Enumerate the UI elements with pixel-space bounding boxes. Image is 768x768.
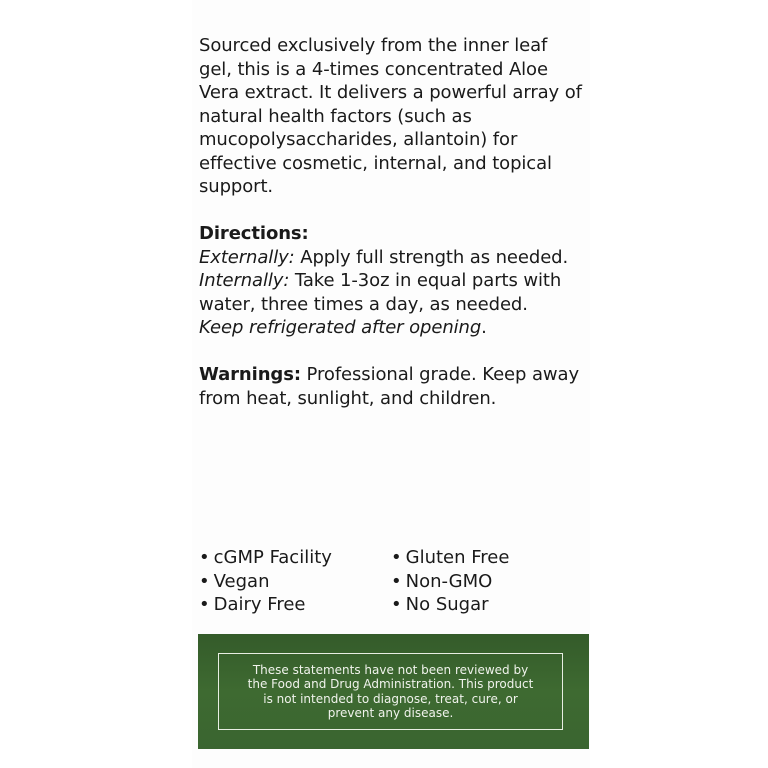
fda-disclaimer-text: These statements have not been reviewed by the Food and Drug Administration. This product is not intended to diagnose, treat, cure, or prevent any disease. (247, 663, 534, 720)
feature-item (199, 546, 332, 570)
warnings (199, 363, 583, 410)
feature-item (391, 593, 509, 617)
bullet-icon: • (391, 594, 402, 615)
warnings-heading: Warnings: (199, 364, 301, 385)
feature-label: Gluten Free (405, 547, 510, 568)
directions-internal-label: Internally: (199, 270, 290, 291)
bullet-icon: • (199, 594, 210, 615)
feature-column-left (199, 546, 332, 617)
storage-note (199, 316, 583, 340)
feature-label: Dairy Free (213, 594, 306, 615)
directions-internal (199, 269, 583, 316)
product-copy (199, 34, 583, 410)
feature-item (199, 593, 332, 617)
fda-disclaimer-frame (218, 653, 563, 730)
directions-external-label: Externally: (199, 246, 295, 268)
feature-item (391, 546, 509, 570)
directions-internal-text: Take 1-3oz in equal parts with water, three times a day, as needed. (199, 270, 562, 315)
feature-item (391, 570, 509, 594)
feature-label: cGMP Facility (213, 547, 332, 568)
storage-note-period: . (481, 317, 487, 338)
feature-column-right (391, 546, 509, 617)
directions-external (199, 246, 583, 270)
storage-note-text: Keep refrigerated after opening (199, 317, 482, 338)
directions-heading: Directions: (199, 223, 309, 244)
bullet-icon: • (199, 547, 210, 568)
directions-external-text: Apply full strength as needed. (294, 246, 569, 268)
bullet-icon: • (391, 570, 402, 592)
warnings-text: Professional grade. Keep away from heat, sunlight, and children. (199, 364, 579, 409)
feature-label: No Sugar (405, 594, 489, 615)
feature-item (199, 570, 332, 594)
feature-label: Non-GMO (405, 570, 493, 592)
fda-disclaimer-banner (198, 634, 589, 749)
product-description: Sourced exclusively from the inner leaf gel, this is a 4-times concentrated Aloe Vera extract. It delivers a powerful array of natural health factors (such as mucopolysaccharides, allantoin) for effective cosmetic, internal, and topical support. (199, 35, 582, 197)
feature-label: Vegan (213, 570, 270, 592)
bullet-icon: • (199, 570, 210, 592)
bullet-icon: • (391, 547, 402, 568)
